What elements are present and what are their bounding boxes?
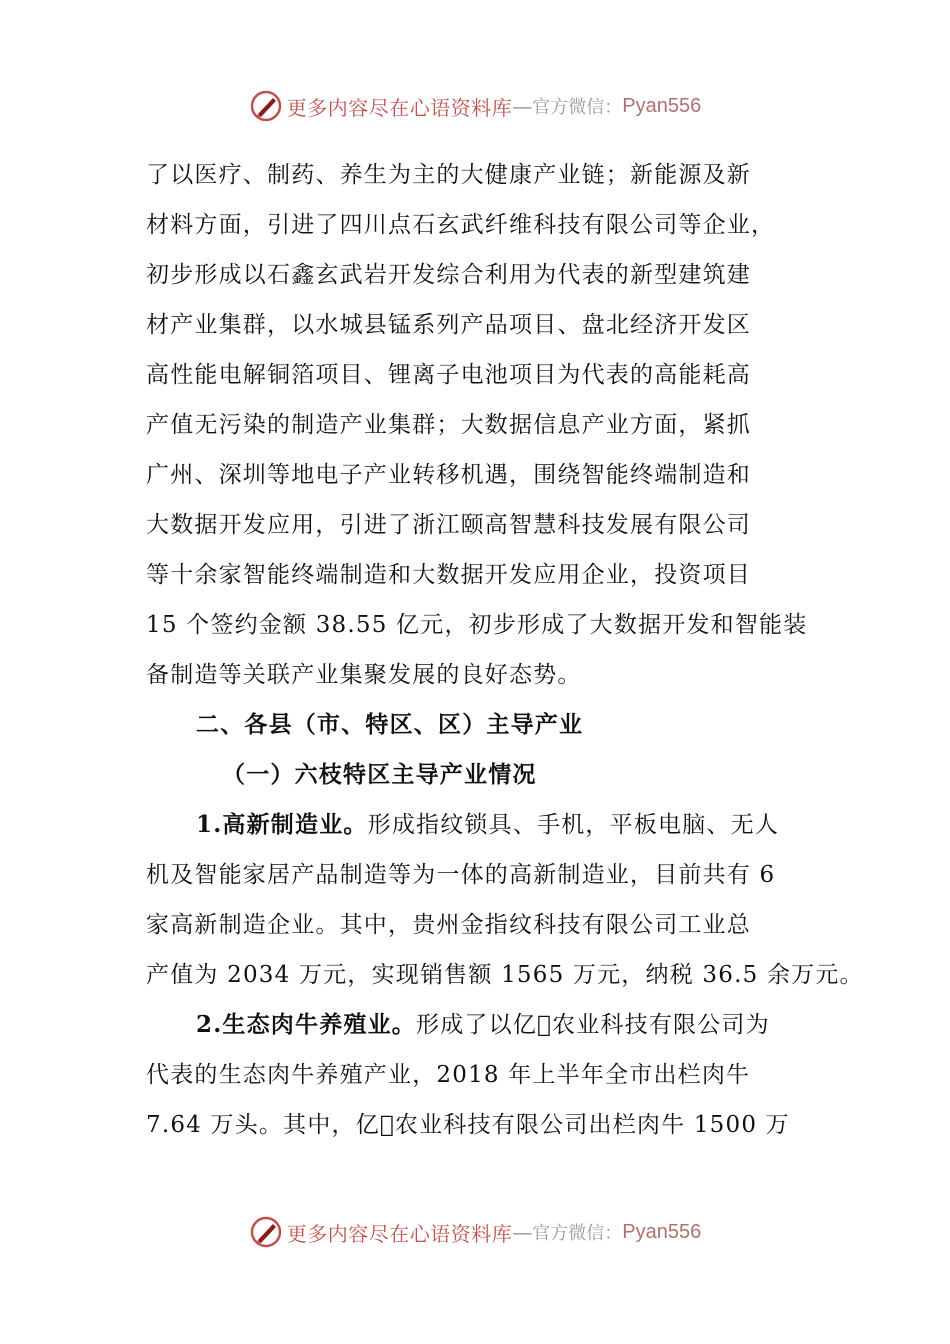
body-line: 机及智能家居产品制造等为一体的高新制造业，目前共有 6 <box>146 862 776 888</box>
watermark-label: 官方微信： <box>532 97 623 118</box>
subsection-heading-text: （一）六枝特区主导产业情况 <box>222 761 537 788</box>
body-line: 大数据开发应用，引进了浙江颐高智慧科技发展有限公司 <box>146 512 751 538</box>
watermark-text: 更多内容尽在心语资料库 <box>286 95 513 120</box>
footer-watermark <box>0 1212 950 1252</box>
body-line: 代表的生态肉牛养殖产业，2018 年上半年全市出栏肉牛 <box>146 1062 751 1088</box>
body-line: 产值为 2034 万元，实现销售额 1565 万元，纳税 36.5 余万元。 <box>146 962 864 988</box>
body-line: 了以医疗、制药、养生为主的大健康产业链；新能源及新 <box>146 162 751 188</box>
section-heading-text: 二、各县（市、特区、区）主导产业 <box>196 711 584 738</box>
subsection-heading <box>146 750 826 800</box>
watermark-id: Pyan556 <box>622 94 702 117</box>
watermark-separator: — <box>512 1220 533 1244</box>
body-line: 备制造等关联产业集聚发展的良好态势。 <box>146 662 582 688</box>
watermark-separator: — <box>512 94 533 118</box>
watermark-label: 官方微信： <box>532 1223 623 1244</box>
item-1-first-line <box>146 800 826 850</box>
body-line: 家高新制造企业。其中，贵州金指纹科技有限公司工业总 <box>146 912 751 938</box>
pen-logo-icon <box>249 1215 283 1249</box>
pen-logo-icon <box>249 89 283 123</box>
item-2-text: 形成了以亿𬒍农业科技有限公司为 <box>416 1012 770 1038</box>
section-heading <box>146 700 826 750</box>
document-body <box>146 150 864 1150</box>
item-1-title: 1.高新制造业。 <box>196 811 368 838</box>
item-2-first-line <box>146 1000 826 1050</box>
body-line: 材料方面，引进了四川点石玄武纤维科技有限公司等企业， <box>146 212 776 238</box>
body-line: 材产业集群，以水城县锰系列产品项目、盘北经济开发区 <box>146 312 751 338</box>
body-line: 广州、深圳等地电子产业转移机遇，围绕智能终端制造和 <box>146 462 751 488</box>
item-2-title: 2.生态肉牛养殖业。 <box>196 1011 417 1038</box>
body-line: 15 个签约金额 38.55 亿元，初步形成了大数据开发和智能装 <box>146 612 808 638</box>
body-line: 高性能电解铜箔项目、锂离子电池项目为代表的高能耗高 <box>146 362 751 388</box>
body-line: 等十余家智能终端制造和大数据开发应用企业，投资项目 <box>146 562 751 588</box>
body-line: 产值无污染的制造产业集群；大数据信息产业方面，紧抓 <box>146 412 751 438</box>
body-line: 7.64 万头。其中，亿𬒍农业科技有限公司出栏肉牛 1500 万 <box>146 1112 790 1138</box>
body-line: 初步形成以石鑫玄武岩开发综合利用为代表的新型建筑建 <box>146 262 751 288</box>
header-watermark <box>0 86 950 126</box>
watermark-id: Pyan556 <box>622 1220 702 1243</box>
item-1-text: 形成指纹锁具、手机，平板电脑、无人 <box>367 812 780 838</box>
watermark-text: 更多内容尽在心语资料库 <box>286 1221 513 1246</box>
